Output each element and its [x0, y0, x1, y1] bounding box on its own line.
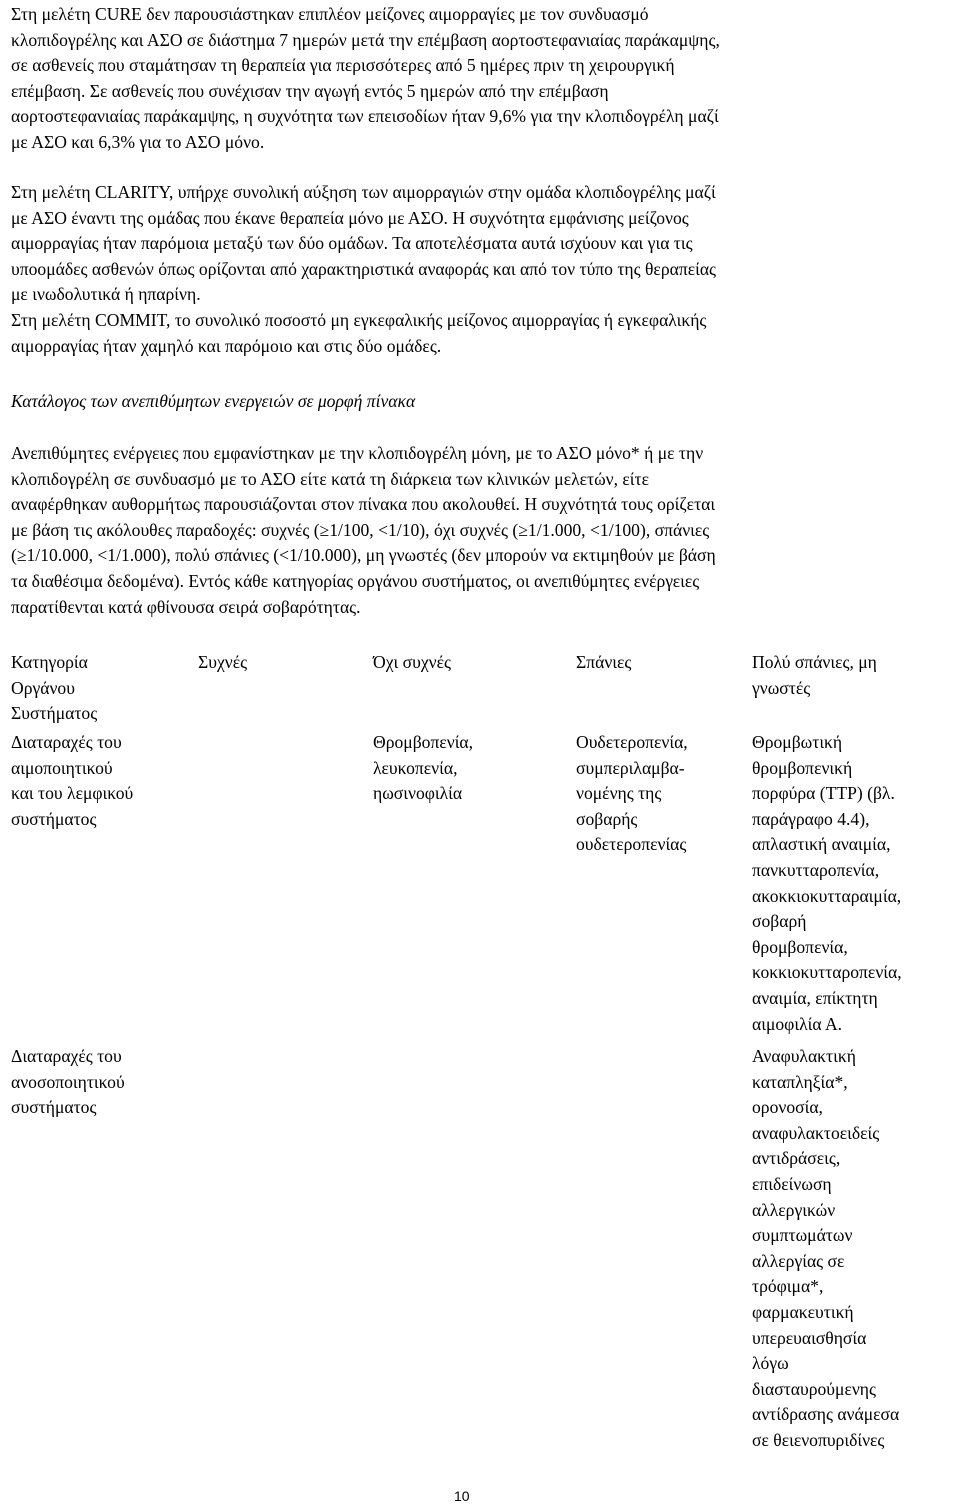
paragraph-clarity-commit: Στη μελέτη CLARITY, υπήρχε συνολική αύξηση των αιμορραγιών στην ομάδα κλοπιδογρέλης μαζί με ΑΣΟ έναντι της ομάδας που έκανε θεραπεία μόνο με ΑΣΟ. Η συχνότητα εμφάνισης μείζονος αιμορραγίας ήταν παρόμοια μεταξύ των δύο ομάδων. Τα αποτελέσματα αυτά ισχύουν και για τις υποομάδες ασθενών όπως ορίζονται από χαρακτηριστικά αναφοράς και από τον τύπο της θεραπείας με ινωδολυτικά ή ηπαρίνη. Στη μελέτη COMMIT, το συνολικό ποσοστό μη εγκεφαλικής μείζονος αιμορραγίας ή εγκεφαλικής αιμορραγίας ήταν χαμηλό και παρόμοιο και στις δύο ομάδες. [11, 182, 717, 356]
table-row [11, 730, 951, 1044]
cell-uncommon: Θρομβοπενία, λευκοπενία, ηωσινοφιλία [373, 732, 474, 804]
page-number: 10 [454, 1488, 470, 1504]
header-common: Συχνές [198, 652, 248, 672]
paragraph-table-intro: Ανεπιθύμητες ενέργειες που εμφανίστηκαν με την κλοπιδογρέλη μόνη, με το ΑΣΟ μόνο* ή με την κλοπιδογρέλη σε συνδυασμό με το ΑΣΟ είτε κατά τη διάρκεια των κλινικών μελετών, είτε αναφέρθηκαν αυθορμήτως παρουσιάζονται στον πίνακα που ακολουθεί. Η συχνότητά τους ορίζεται με βάση τις ακόλουθες παραδοχές: συχνές (≥1/100, <1/10), όχι συχνές (≥1/1.000, <1/100), σπάνιες (≥1/10.000, <1/1.000), πολύ σπάνιες (<1/10.000), μη γνωστές (δεν μπορούν να εκτιμηθούν με βάση τα διαθέσιμα δεδομένα). Εντός κάθε κατηγορίας οργάνου συστήματος, οι ανεπιθύμητες ενέργειες παρατίθενται κατά φθίνουσα σειρά σοβαρότητας. [11, 443, 716, 617]
adverse-reactions-table [11, 650, 951, 1464]
header-soc: Κατηγορία Οργάνου Συστήματος [11, 652, 98, 724]
cell-rare: Ουδετεροπενία, συμπεριλαμβα- νομένης της σοβαρής ουδετεροπενίας [576, 732, 688, 855]
cell-very-rare: Αναφυλακτική καταπληξία*, ορονοσία, αναφυλακτοειδείς αντιδράσεις, επιδείνωση αλλεργικών συμπτωμάτων αλλεργίας σε τρόφιμα*, φαρμακευτική υπερευαισθησία λόγω διασταυρούμενης αντίδρασης ανάμεσα σε θειενοπυριδίνες [752, 1046, 900, 1450]
header-uncommon: Όχι συχνές [373, 652, 451, 672]
header-very-rare: Πολύ σπάνιες, μη γνωστές [752, 652, 877, 698]
paragraph-cure: Στη μελέτη CURE δεν παρουσιάστηκαν επιπλέον μείζονες αιμορραγίες με τον συνδυασμό κλοπιδογρέλης και ΑΣΟ σε διάστημα 7 ημερών μετά την επέμβαση αορτοστεφανιαίας παράκαμψης, σε ασθενείς που σταμάτησαν τη θεραπεία για περισσότερες από 5 ημέρες πριν τη χειρουργική επέμβαση. Σε ασθενείς που συνέχισαν την αγωγή εντός 5 ημερών από την επέμβαση αορτοστεφανιαίας παράκαμψης, η συχνότητα των επεισοδίων ήταν 9,6% για την κλοπιδογρέλη μαζί με ΑΣΟ και 6,3% για το ΑΣΟ μόνο. [11, 4, 720, 152]
cell-very-rare: Θρομβωτική θρομβοπενική πορφύρα (TTP) (βλ. παράγραφο 4.4), απλαστική αναιμία, πανκυτταροπενία, ακοκκιοκυτταραιμία, σοβαρή θρομβοπενία, κοκκιοκυτταροπενία, αναιμία, επίκτητη αιμοφιλία Α. [752, 732, 902, 1034]
table-row [11, 1044, 951, 1464]
cell-soc: Διαταραχές του ανοσοποιητικού συστήματος [11, 1046, 125, 1118]
cell-soc: Διαταραχές του αιμοποιητικού και του λεμφικού συστήματος [11, 732, 134, 829]
header-rare: Σπάνιες [576, 652, 632, 672]
table-heading: Κατάλογος των ανεπιθύμητων ενεργειών σε μορφή πίνακα [11, 391, 416, 411]
table-header-row [11, 650, 951, 730]
